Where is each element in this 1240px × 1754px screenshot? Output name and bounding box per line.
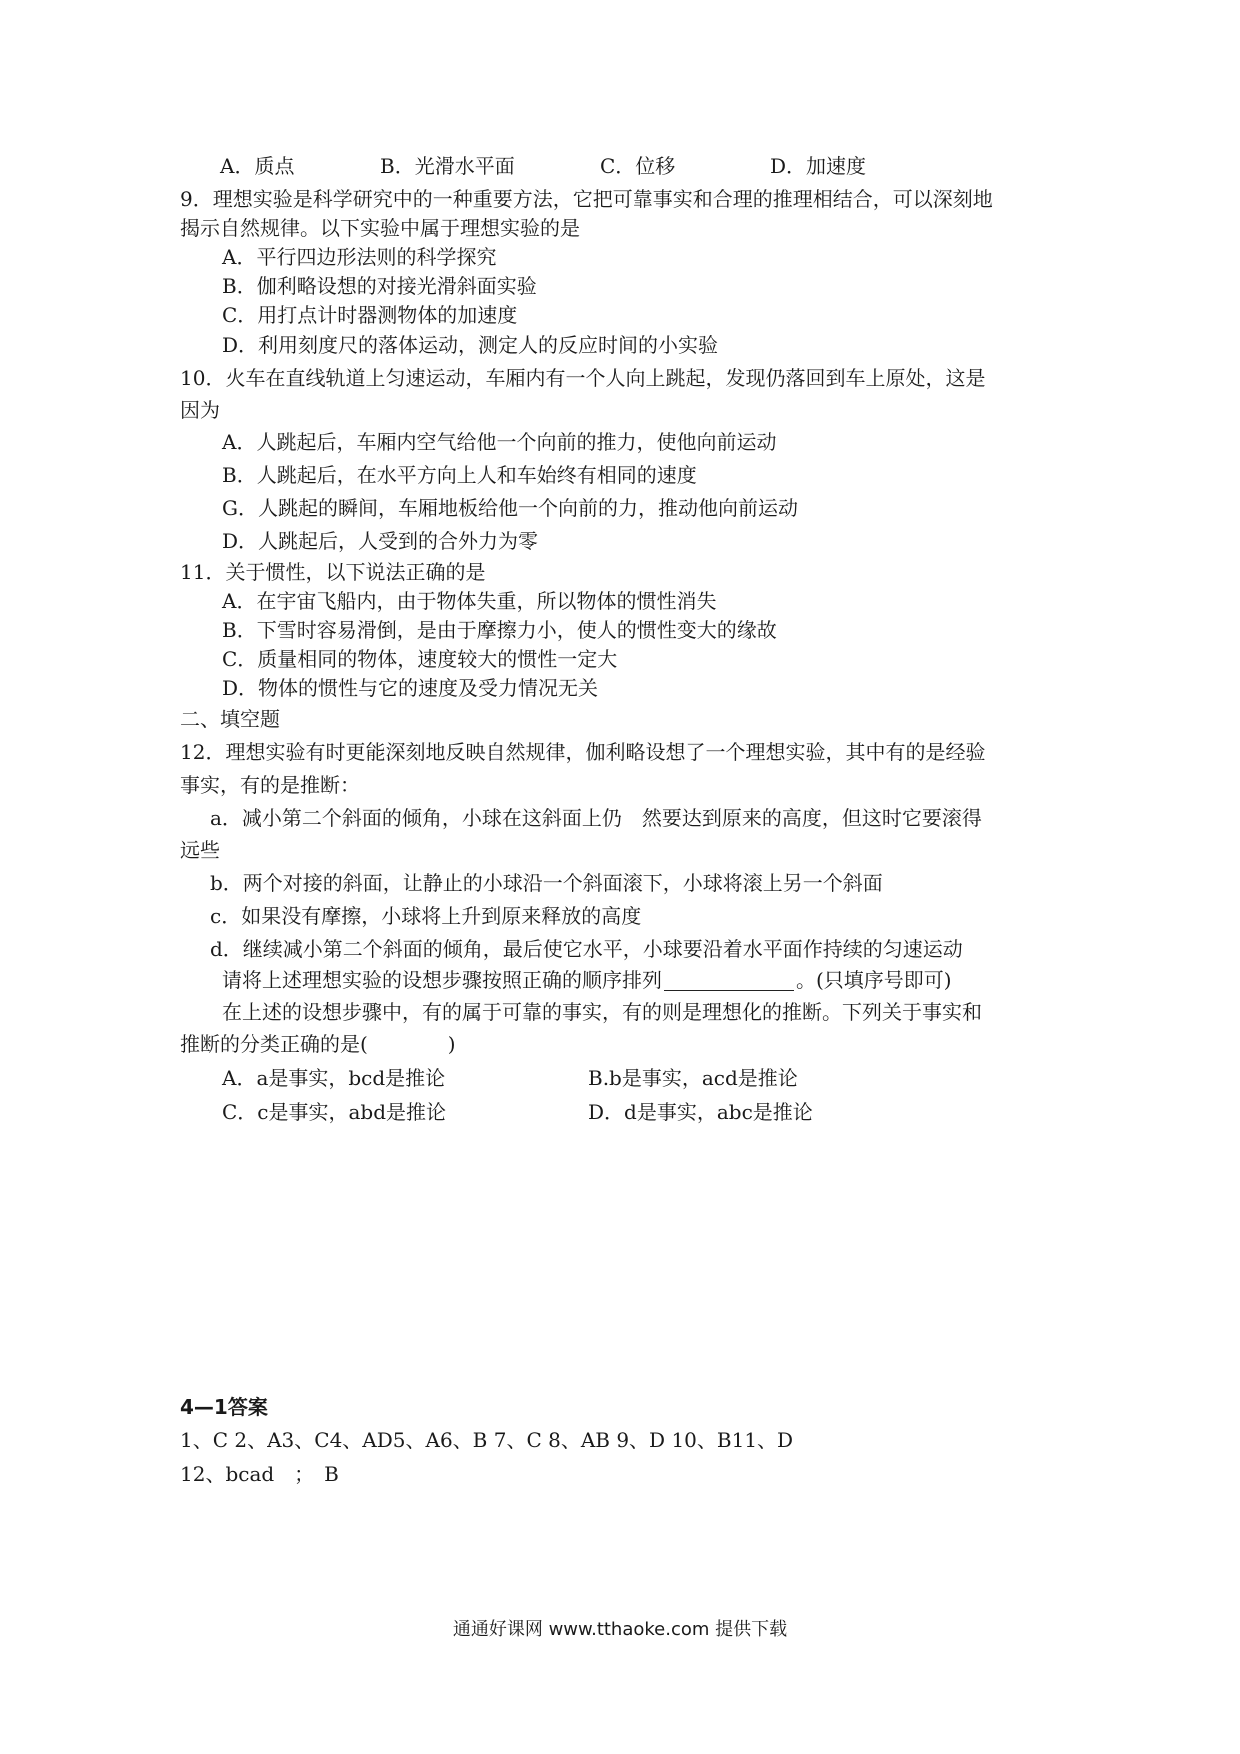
- q11-option-b: B．下雪时容易滑倒，是由于摩擦力小，使人的惯性变大的缘故: [222, 618, 777, 642]
- answers-heading: 4—1答案: [180, 1395, 268, 1419]
- q11-stem: 11．关于惯性，以下说法正确的是: [180, 560, 486, 584]
- q10-option-d: D．人跳起后，人受到的合外力为零: [222, 529, 539, 553]
- q12-order-suffix: 。(只填序号即可): [796, 968, 952, 992]
- q10-option-a: A．人跳起后，车厢内空气给他一个向前的推力，使他向前运动: [222, 430, 777, 454]
- q10-stem-line1: 10．火车在直线轨道上匀速运动，车厢内有一个人向上跳起，发现仍落回到车上原处，这是: [180, 366, 986, 390]
- q9-stem-line1: 9．理想实验是科学研究中的一种重要方法，它把可靠事实和合理的推理相结合，可以深刻地: [180, 187, 993, 211]
- q12-stem-line2: 事实，有的是推断：: [180, 773, 360, 797]
- q9-option-c: C．用打点计时器测物体的加速度: [222, 303, 518, 327]
- q8-option-b: B．光滑水平面: [380, 154, 515, 178]
- q9-option-a: A．平行四边形法则的科学探究: [222, 245, 497, 269]
- q9-stem-line2: 揭示自然规律。以下实验中属于理想实验的是: [180, 216, 580, 240]
- q12-step-d: d．继续减小第二个斜面的倾角，最后使它水平，小球要沿着水平面作持续的匀速运动: [210, 937, 963, 961]
- q12-classify-line1: 在上述的设想步骤中，有的属于可靠的事实，有的则是理想化的推断。下列关于事实和: [222, 1000, 982, 1024]
- q12-option-a: A．a是事实，bcd是推论: [222, 1066, 446, 1090]
- q12-option-d: D．d是事实，abc是推论: [588, 1100, 813, 1124]
- q12-step-a-line2: 远些: [180, 838, 220, 862]
- q10-option-c: G．人跳起的瞬间，车厢地板给他一个向前的力，推动他向前运动: [222, 496, 798, 520]
- q12-step-a-line1: a．减小第二个斜面的倾角，小球在这斜面上仍 然要达到原来的高度，但这时它要滚得: [210, 806, 982, 830]
- answers-line2: 12、bcad ； B: [180, 1462, 339, 1486]
- q11-option-c: C．质量相同的物体，速度较大的惯性一定大: [222, 647, 618, 671]
- answers-line1: 1、C 2、A3、C4、AD5、A6、B 7、C 8、AB 9、D 10、B11、D: [180, 1428, 794, 1452]
- q12-step-c: c．如果没有摩擦，小球将上升到原来释放的高度: [210, 904, 642, 928]
- q8-option-a: A．质点: [220, 154, 295, 178]
- q10-stem-line2: 因为: [180, 398, 220, 422]
- q12-option-c: C．c是事实，abd是推论: [222, 1100, 447, 1124]
- q12-order-question: [222, 966, 952, 995]
- q8-option-d: D．加速度: [770, 154, 867, 178]
- section-heading-fill-in: 二、填空题: [180, 707, 280, 731]
- answer-blank[interactable]: [664, 970, 794, 991]
- page-footer: 通通好课网 www.tthaoke.com 提供下载: [452, 1619, 788, 1640]
- q12-option-b: B.b是事实，acd是推论: [588, 1066, 798, 1090]
- q12-stem-line1: 12．理想实验有时更能深刻地反映自然规律，伽利略设想了一个理想实验，其中有的是经验: [180, 740, 986, 764]
- q12-order-prefix: 请将上述理想实验的设想步骤按照正确的顺序排列: [222, 968, 662, 992]
- q9-option-d: D．利用刻度尺的落体运动，测定人的反应时间的小实验: [222, 333, 719, 357]
- q11-option-d: D．物体的惯性与它的速度及受力情况无关: [222, 676, 599, 700]
- q10-option-b: B．人跳起后，在水平方向上人和车始终有相同的速度: [222, 463, 697, 487]
- q8-option-c: C．位移: [600, 154, 676, 178]
- q12-classify-line2: 推断的分类正确的是( ): [180, 1032, 456, 1056]
- q11-option-a: A．在宇宙飞船内，由于物体失重，所以物体的惯性消失: [222, 589, 717, 613]
- q9-option-b: B．伽利略设想的对接光滑斜面实验: [222, 274, 537, 298]
- q12-step-b: b．两个对接的斜面，让静止的小球沿一个斜面滚下，小球将滚上另一个斜面: [210, 871, 883, 895]
